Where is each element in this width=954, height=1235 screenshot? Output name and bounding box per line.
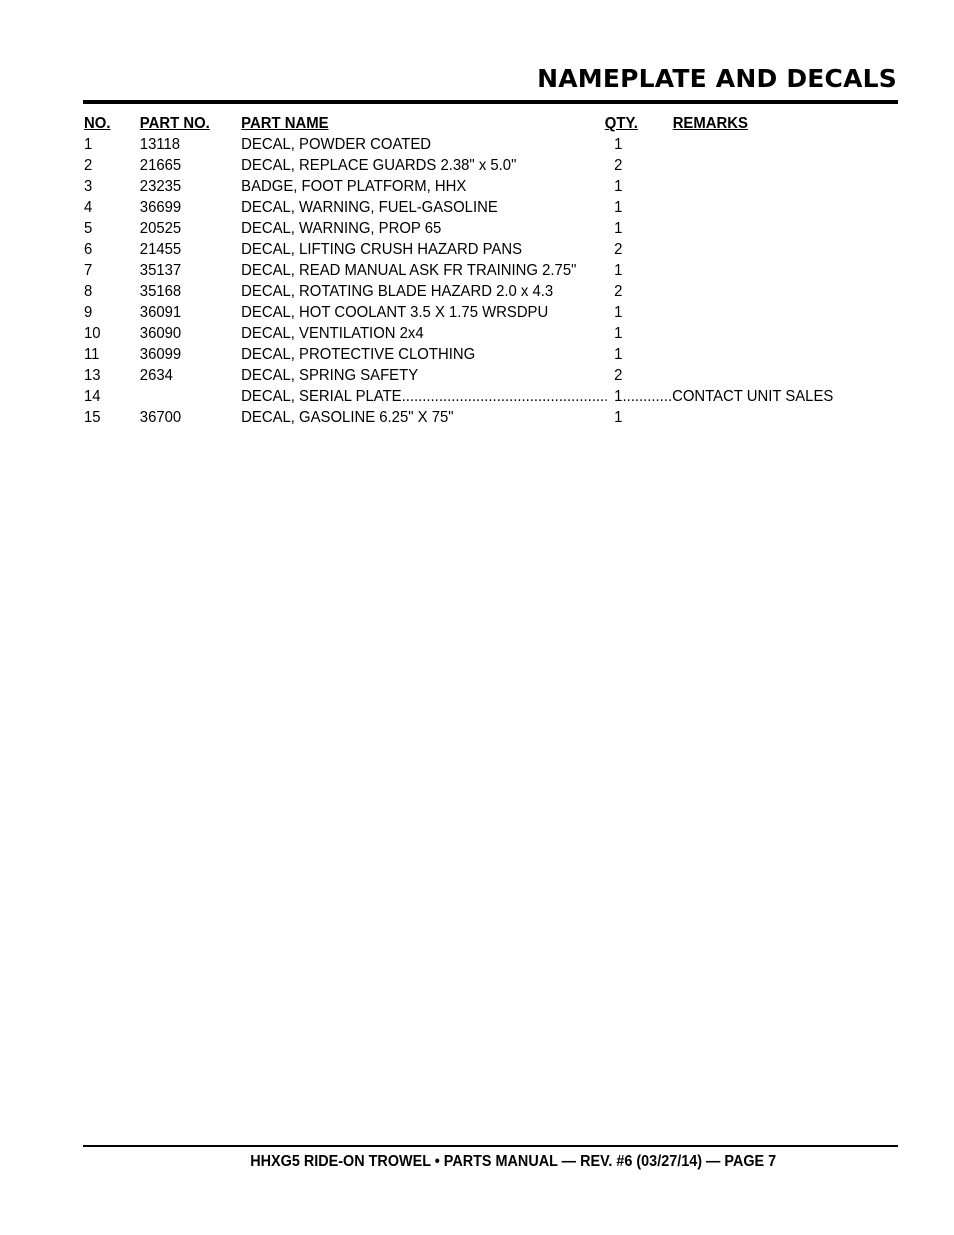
row-remarks-text: CONTACT UNIT SALES bbox=[672, 388, 834, 405]
row-remarks bbox=[622, 386, 833, 407]
table-row bbox=[84, 344, 847, 365]
row-qty: 2 bbox=[614, 367, 623, 384]
row-qty: 2 bbox=[614, 241, 623, 258]
row-qty: 1 bbox=[614, 409, 623, 426]
row-no: 2 bbox=[84, 157, 93, 174]
row-part-no: 35137 bbox=[139, 262, 182, 279]
row-part-no: 21455 bbox=[139, 241, 182, 258]
table-row bbox=[84, 218, 847, 239]
table-row bbox=[84, 365, 847, 386]
row-part-name: DECAL, POWDER COATED bbox=[241, 136, 432, 153]
dot-leader: ............ bbox=[622, 388, 673, 405]
row-part-no: 36090 bbox=[139, 325, 182, 342]
row-part-no: 23235 bbox=[139, 178, 182, 195]
row-part-name: DECAL, LIFTING CRUSH HAZARD PANS bbox=[241, 241, 523, 258]
row-part-name: DECAL, HOT COOLANT 3.5 X 1.75 WRSDPU bbox=[241, 304, 549, 321]
table-row bbox=[84, 197, 847, 218]
row-qty: 1 bbox=[614, 304, 623, 321]
row-qty: 1 bbox=[614, 178, 623, 195]
table-row bbox=[84, 386, 847, 407]
row-qty: 1 bbox=[614, 262, 623, 279]
row-qty: 2 bbox=[614, 283, 623, 300]
row-part-name: DECAL, PROTECTIVE CLOTHING bbox=[241, 346, 476, 363]
row-no: 11 bbox=[84, 346, 100, 363]
row-part-name: DECAL, SPRING SAFETY bbox=[241, 367, 419, 384]
page-footer bbox=[0, 1153, 954, 1171]
row-no: 6 bbox=[84, 241, 93, 258]
row-qty: 2 bbox=[614, 157, 623, 174]
title-divider bbox=[83, 100, 898, 104]
row-no: 8 bbox=[84, 283, 93, 300]
row-no: 15 bbox=[84, 409, 101, 426]
row-no: 4 bbox=[84, 199, 93, 216]
row-part-name: DECAL, WARNING, FUEL-GASOLINE bbox=[241, 199, 498, 216]
table-row bbox=[84, 323, 847, 344]
row-part-no: 36091 bbox=[139, 304, 182, 321]
header-no: NO. bbox=[84, 115, 111, 132]
row-part-name: DECAL, WARNING, PROP 65 bbox=[241, 220, 442, 237]
row-qty: 1 bbox=[614, 136, 623, 153]
row-part-no: 2634 bbox=[139, 367, 173, 384]
row-qty: 1 bbox=[614, 220, 623, 237]
row-qty: 1 bbox=[614, 199, 623, 216]
row-part-no: 36700 bbox=[139, 409, 182, 426]
row-no: 14 bbox=[84, 388, 101, 405]
row-no: 5 bbox=[84, 220, 93, 237]
row-no: 9 bbox=[84, 304, 93, 321]
row-part-no: 13118 bbox=[139, 136, 181, 153]
row-part-name: DECAL, ROTATING BLADE HAZARD 2.0 x 4.3 bbox=[241, 283, 554, 300]
row-qty: 1 bbox=[614, 346, 623, 363]
row-part-no: 35168 bbox=[139, 283, 182, 300]
table-row bbox=[84, 260, 847, 281]
row-part-name: DECAL, REPLACE GUARDS 2.38" x 5.0" bbox=[241, 157, 517, 174]
row-part-no: 21665 bbox=[139, 157, 182, 174]
row-no: 3 bbox=[84, 178, 93, 195]
row-no: 1 bbox=[84, 136, 93, 153]
row-part-no: 36099 bbox=[139, 346, 182, 363]
row-part-name: DECAL, VENTILATION 2x4 bbox=[241, 325, 424, 342]
row-part-no: 36699 bbox=[139, 199, 182, 216]
row-no: 13 bbox=[84, 367, 101, 384]
row-part-name: BADGE, FOOT PLATFORM, HHX bbox=[241, 178, 467, 195]
dot-leader bbox=[402, 388, 607, 405]
row-part-no: 20525 bbox=[139, 220, 182, 237]
footer-text: HHXG5 RIDE-ON TROWEL • PARTS MANUAL — REV. #6 (03/27/14) — PAGE 7 bbox=[250, 1153, 776, 1170]
footer-divider bbox=[83, 1145, 898, 1147]
table-row bbox=[84, 239, 847, 260]
row-part-name: DECAL, GASOLINE 6.25" X 75" bbox=[241, 409, 454, 426]
table-row bbox=[84, 155, 847, 176]
row-no: 10 bbox=[84, 325, 101, 342]
table-row bbox=[84, 302, 847, 323]
header-qty: QTY. bbox=[604, 115, 638, 132]
row-no: 7 bbox=[84, 262, 93, 279]
table-row bbox=[84, 407, 847, 428]
row-qty: 1 bbox=[614, 388, 623, 405]
header-part-no: PART NO. bbox=[139, 115, 210, 132]
table-header-row bbox=[84, 113, 847, 134]
row-part-name: DECAL, READ MANUAL ASK FR TRAINING 2.75" bbox=[241, 262, 577, 279]
row-qty: 1 bbox=[614, 325, 623, 342]
parts-table bbox=[84, 113, 847, 428]
row-part-name bbox=[241, 386, 606, 407]
table-row bbox=[84, 176, 847, 197]
header-remarks: REMARKS bbox=[672, 115, 748, 132]
header-part-name: PART NAME bbox=[241, 115, 329, 132]
table-row bbox=[84, 134, 847, 155]
page-title: NAMEPLATE AND DECALS bbox=[537, 64, 897, 93]
table-row bbox=[84, 281, 847, 302]
row-part-name-text: DECAL, SERIAL PLATE bbox=[241, 388, 402, 405]
